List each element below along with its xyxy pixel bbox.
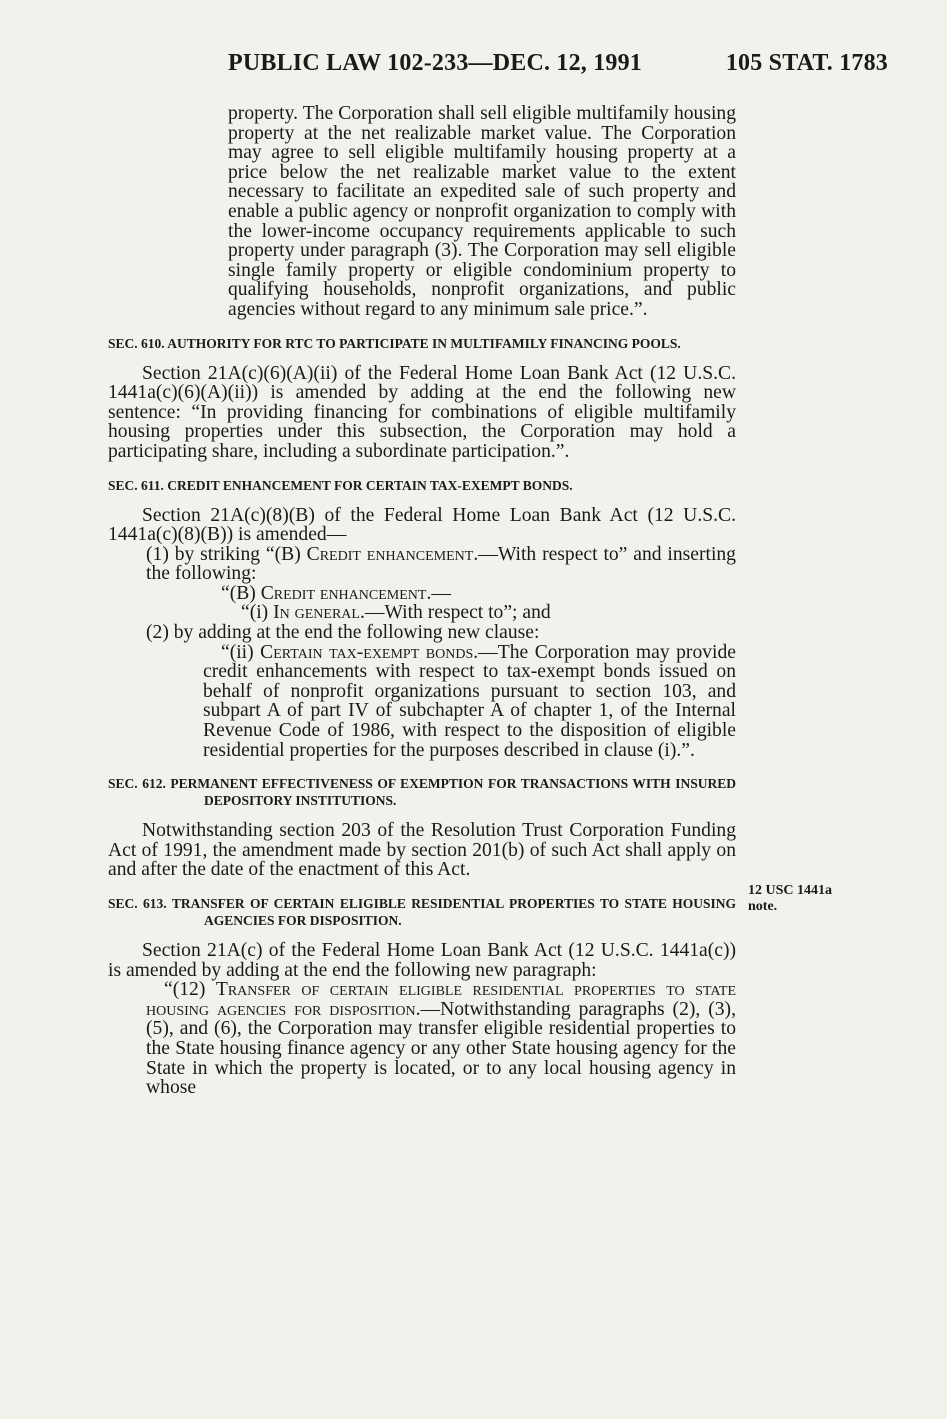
section-611-quote-b: “(B) Credit enhancement.— xyxy=(221,582,451,604)
section-611-heading: SEC. 611. CREDIT ENHANCEMENT FOR CERTAIN TAX-EXEMPT BONDS. xyxy=(108,477,573,493)
section-613-heading: SEC. 613. TRANSFER OF CERTAIN ELIGIBLE RESIDENTIAL PROPERTIES TO STATE HOUSING AGENCIES FOR DISPOSITION. xyxy=(108,896,736,928)
running-head-stat-page: 105 STAT. 1783 xyxy=(725,50,888,76)
section-612-body: Notwithstanding section 203 of the Resolution Trust Corporation Funding Act of 1991, the amendment made by section 201(b) of such Act shall apply on and after the date of the enactment of this Act. xyxy=(108,820,736,881)
section-611-quote-i: “(i) In general.—With respect to”; and xyxy=(241,602,551,624)
continuation-paragraph: property. The Corporation shall sell eligible multifamily housing property at the net realizable market value. The Corporation may agree to sell eligible multifamily housing property at a price below the net realizable market value to the extent necessary to facilitate an expedited sale of such property and enable a public agency or nonprofit organization to comply with the lower-income occupancy requirements applicable to such property under paragraph (3). The Corporation may sell eligible single family property or eligible condominium property to qualifying households, nonprofit organizations, and public agencies without regard to any minimum sale price.”. xyxy=(228,103,736,320)
page-body xyxy=(108,104,736,1098)
section-611-item-1: (1) by striking “(B) Credit enhancement.—With respect to” and inserting the following: xyxy=(146,543,736,585)
section-613-quote-paragraph-12: “(12) Transfer of certain eligible residential properties to state housing agencies for disposition.—Notwithstanding paragraphs (2), (3), (5), and (6), the Corporation may transfer eligible residential properties to the State housing finance agency or any other State housing agency for the State in which the property is located, or to any local housing agency in whose xyxy=(146,979,736,1099)
section-611-item-2: (2) by adding at the end the following new clause: xyxy=(146,622,540,644)
section-610-heading: SEC. 610. AUTHORITY FOR RTC TO PARTICIPATE IN MULTIFAMILY FINANCING POOLS. xyxy=(108,335,681,351)
section-613-intro: Section 21A(c) of the Federal Home Loan Bank Act (12 U.S.C. 1441a(c)) is amended by adding at the end the following new paragraph: xyxy=(108,940,736,981)
section-610-body: Section 21A(c)(6)(A)(ii) of the Federal Home Loan Bank Act (12 U.S.C. 1441a(c)(6)(A)(ii)) is amended by adding at the end the following new sentence: “In providing financing for combinations of eligible multifamily housing properties under this subsection, the Corporation may hold a participating share, including a subordinate participation.”. xyxy=(108,362,736,462)
running-head-citation: PUBLIC LAW 102-233—DEC. 12, 1991 xyxy=(228,50,642,76)
section-611-intro: Section 21A(c)(8)(B) of the Federal Home Loan Bank Act (12 U.S.C. 1441a(c)(8)(B)) is amended— xyxy=(108,504,736,546)
margin-note-usc-citation: 12 USC 1441a note. xyxy=(748,883,833,914)
section-611-quote-ii: “(ii) Certain tax-exempt bonds.—The Corporation may provide credit enhancements with respect to tax-exempt bonds issued on behalf of nonprofit organizations pursuant to section 103, and subpart A of part IV of subchapter A of chapter 1, of the Internal Revenue Code of 1986, with respect to the disposition of eligible residential properties for the purposes described in clause (i).”. xyxy=(203,641,736,761)
section-612-heading: SEC. 612. PERMANENT EFFECTIVENESS OF EXEMPTION FOR TRANSACTIONS WITH INSURED DEPOSITORY INSTITUTIONS. xyxy=(108,776,736,809)
